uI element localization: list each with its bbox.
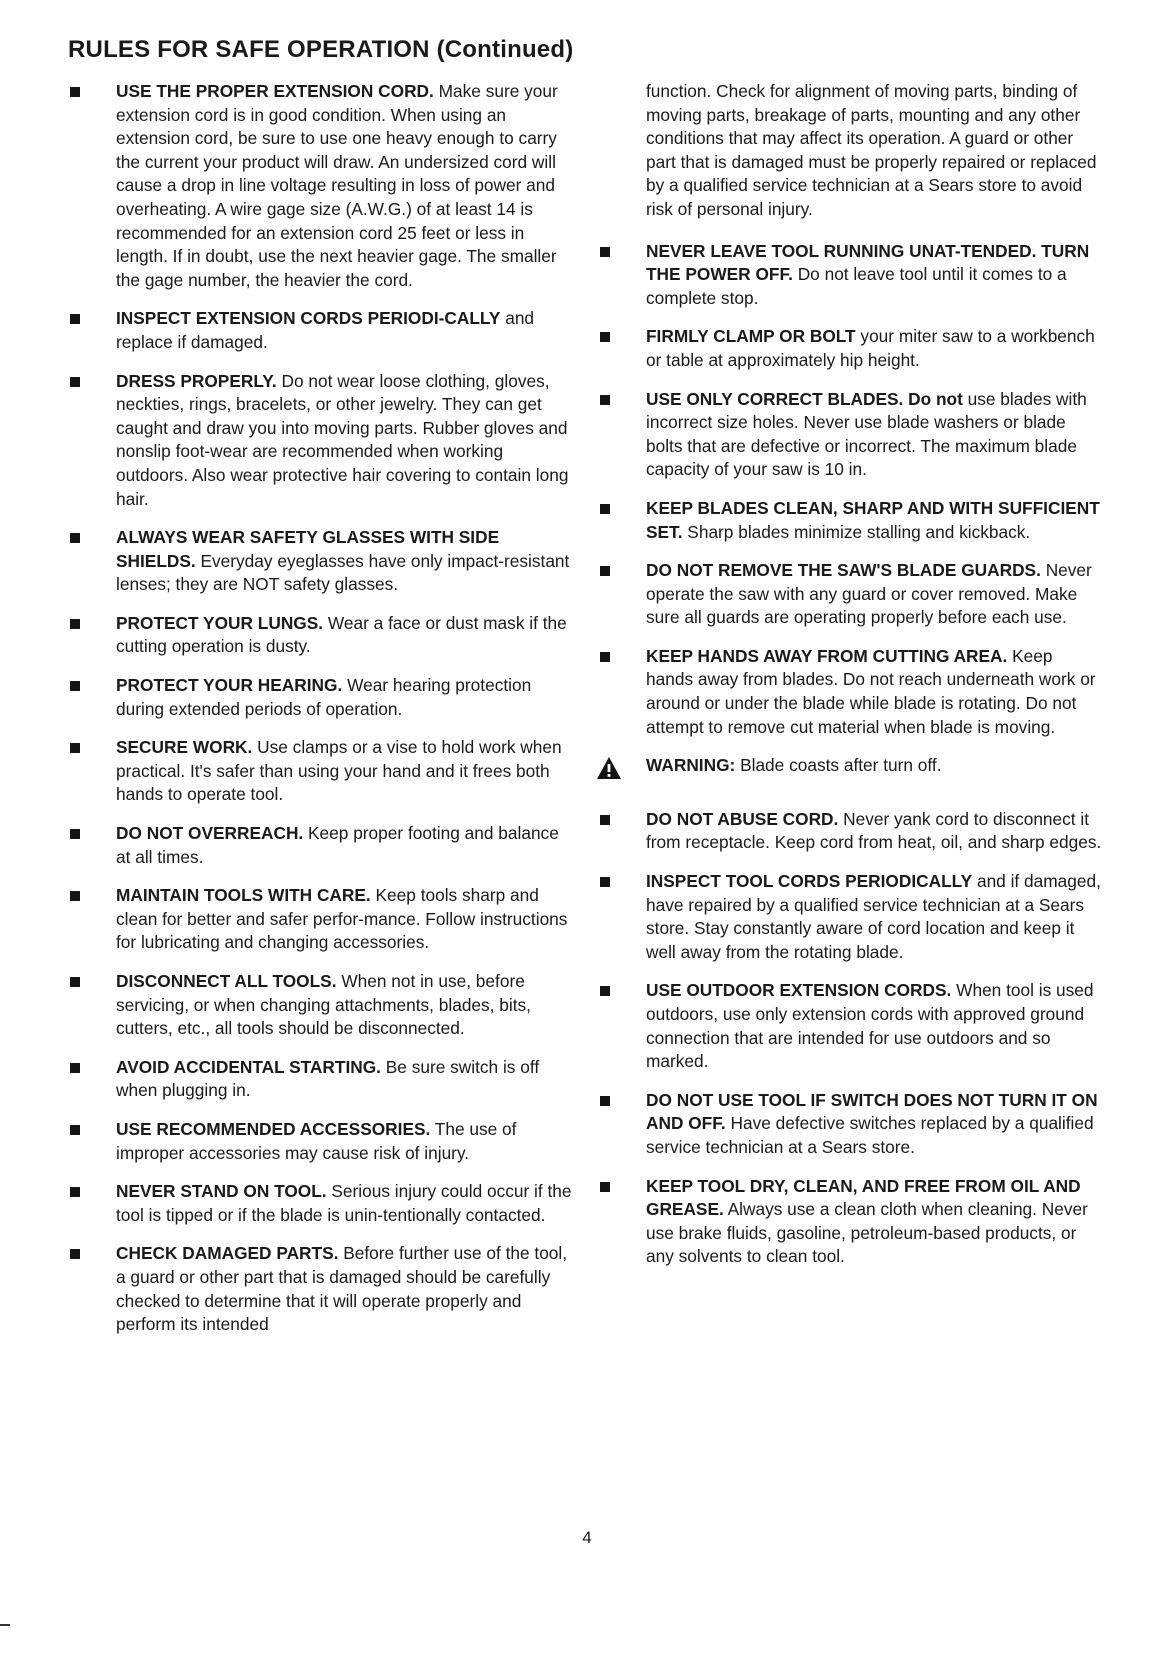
rule-heading: DO NOT USE TOOL IF SWITCH DOES NOT TURN IT ON AND OFF. (646, 1089, 1098, 1134)
rule-heading: PROTECT YOUR HEARING. (116, 675, 343, 696)
rule-heading: DO NOT REMOVE THE SAW'S BLADE GUARDS. (646, 560, 1041, 581)
rule-heading: FIRMLY CLAMP OR BOLT (646, 326, 856, 347)
bullet-square-icon (70, 977, 80, 987)
rule-text: Have defective switches replaced by a qualified service technician at a Sears store. (646, 1113, 1094, 1157)
bullet-square-icon (600, 566, 610, 576)
bullet-square-icon (70, 314, 80, 324)
rule-heading: AVOID ACCIDENTAL STARTING. (116, 1056, 381, 1077)
rule-item (64, 1180, 574, 1227)
rule-text: and if damaged, have repaired by a qualified service technician at a Sears store. Stay constantly aware of cord location and keep it well away from the rotating blade. (646, 871, 1101, 962)
bullet-square-icon (70, 619, 80, 629)
rule-item (594, 559, 1104, 630)
bullet-square-icon (600, 815, 610, 825)
rule-heading: DO NOT OVERREACH. (116, 823, 304, 844)
rule-heading: NEVER LEAVE TOOL RUNNING UNAT-TENDED. TURN THE POWER OFF. (646, 240, 1090, 285)
bullet-square-icon (70, 377, 80, 387)
bullet-square-icon (70, 87, 80, 97)
bullet-square-icon (70, 829, 80, 839)
rule-item (594, 979, 1104, 1073)
rule-text: Keep proper footing and balance at all times. (116, 823, 559, 867)
warning-triangle-icon (596, 756, 622, 787)
rule-text: Do not wear loose clothing, gloves, neckties, rings, bracelets, or other jewelry. They can get caught and draw you into moving parts. Rubber gloves and nonslip foot-wear are recommended when working outdoors. Also wear protective hair covering to contain long hair. (116, 370, 569, 509)
rule-heading: NEVER STAND ON TOOL. (116, 1181, 327, 1202)
rule-heading: KEEP BLADES CLEAN, SHARP AND WITH SUFFICIENT SET. (646, 497, 1100, 542)
rule-text: and replace if damaged. (116, 308, 535, 352)
rule-heading: USE ONLY CORRECT BLADES. Do not (646, 388, 963, 409)
rule-item (594, 645, 1104, 739)
bullet-square-icon (70, 1063, 80, 1073)
bullet-square-icon (600, 986, 610, 996)
rule-text: Sharp blades minimize stalling and kickback. (682, 521, 1031, 542)
right-column (594, 80, 1104, 1284)
bullet-square-icon (600, 652, 610, 662)
rule-heading: KEEP TOOL DRY, CLEAN, AND FREE FROM OIL AND GREASE. (646, 1175, 1081, 1220)
rule-heading: DRESS PROPERLY. (116, 370, 277, 391)
rule-item (64, 307, 574, 354)
rule-text: Before further use of the tool, a guard or other part that is damaged should be carefully checked to determine that it will operate properly and perform its intended (116, 1243, 568, 1335)
rule-text: Always use a clean cloth when cleaning. Never use brake fluids, gasoline, petroleum-based products, or any solvents to clean tool. (646, 1199, 1088, 1267)
bullet-square-icon (70, 891, 80, 901)
rule-text: Make sure your extension cord is in good condition. When using an extension cord, be sure to use one heavy enough to carry the current your product will draw. An undersized cord will cause a drop in line voltage resulting in loss of power and overheating. A wire gage size (A.W.G.) of at least 14 is recommended for an extension cord 25 feet or less in length. If in doubt, use the next heavier gage. The smaller the gage number, the heavier the cord. (116, 81, 558, 290)
rule-item (64, 1242, 574, 1336)
rule-item (594, 1089, 1104, 1160)
rule-item (64, 970, 574, 1041)
rule-item (594, 325, 1104, 372)
bullet-square-icon (70, 1187, 80, 1197)
bullet-square-icon (600, 395, 610, 405)
rule-continuation: function. Check for alignment of moving parts, binding of moving parts, breakage of parts, mounting and any other conditions that may affect its operation. A guard or other part that is damaged must be properly repaired or replaced by a qualified service technician at a Sears store to avoid risk of personal injury. (646, 81, 1097, 219)
rule-item (594, 240, 1104, 311)
warning-label: WARNING: (646, 755, 736, 776)
rule-heading: PROTECT YOUR LUNGS. (116, 612, 324, 633)
rule-item (64, 526, 574, 597)
rule-text: The use of improper accessories may cause risk of injury. (116, 1118, 517, 1163)
bullet-square-icon (70, 681, 80, 691)
rule-item (64, 1118, 574, 1165)
warning-text: Blade coasts after turn off. (735, 755, 942, 776)
page-number: 4 (582, 1528, 592, 1547)
bullet-square-icon (600, 877, 610, 887)
rule-text: When not in use, before servicing, or when changing attachments, blades, bits, cutters, etc., all tools should be disconnected. (116, 971, 531, 1039)
rule-heading: SECURE WORK. (116, 737, 253, 758)
rule-text: Serious injury could occur if the tool is tipped or if the blade is unin-tentionally contacted. (116, 1181, 572, 1225)
bullet-square-icon (70, 533, 80, 543)
rule-item (64, 612, 574, 659)
rule-text: Keep tools sharp and clean for better and safer perfor-mance. Follow instructions for lubricating and changing accessories. (116, 885, 568, 953)
rule-item (594, 388, 1104, 482)
bullet-square-icon (70, 1125, 80, 1135)
rule-item (594, 497, 1104, 544)
rule-item (64, 884, 574, 955)
rule-item (64, 674, 574, 721)
bullet-square-icon (600, 504, 610, 514)
rule-item (594, 808, 1104, 855)
bullet-square-icon (70, 743, 80, 753)
rule-heading: INSPECT TOOL CORDS PERIODICALLY (646, 871, 973, 892)
rule-text: Keep hands away from blades. Do not reach underneath work or around or under the blade while blade is rotating. Do not attempt to remove cut material when blade is moving. (646, 645, 1096, 737)
rule-text: When tool is used outdoors, use only extension cords with approved ground connection that are intended for use outdoors and so marked. (646, 980, 1094, 1072)
rule-text: your miter saw to a workbench or table at approximately hip height. (646, 326, 1095, 370)
rule-heading: USE RECOMMENDED ACCESSORIES. (116, 1118, 431, 1139)
rule-text: Use clamps or a vise to hold work when practical. It's safer than using your hand and it frees both hands to operate tool. (116, 737, 562, 805)
bullet-square-icon (600, 1096, 610, 1106)
rule-heading: ALWAYS WEAR SAFETY GLASSES WITH SIDE SHIELDS. (116, 527, 500, 571)
rule-text: Everyday eyeglasses have only impact-resistant lenses; they are NOT safety glasses. (116, 550, 570, 595)
rule-heading: CHECK DAMAGED PARTS. (116, 1243, 339, 1264)
rule-text: Wear hearing protection during extended periods of operation. (116, 675, 532, 719)
rule-heading: USE THE PROPER EXTENSION CORD. (116, 81, 434, 101)
rule-text: Be sure switch is off when plugging in. (116, 1056, 540, 1101)
rule-item (594, 870, 1104, 964)
bullet-square-icon (600, 332, 610, 342)
rule-text: Do not leave tool until it comes to a complete stop. (646, 264, 1067, 308)
rule-heading: USE OUTDOOR EXTENSION CORDS. (646, 980, 952, 1001)
rule-item (594, 1175, 1104, 1269)
bullet-square-icon (600, 1182, 610, 1192)
rule-heading: DISCONNECT ALL TOOLS. (116, 971, 337, 991)
scan-mark (0, 1624, 10, 1626)
rule-item (64, 370, 574, 512)
rule-item (64, 80, 574, 292)
rule-heading: DO NOT ABUSE CORD. (646, 808, 839, 829)
rule-text: Never operate the saw with any guard or cover removed. Make sure all guards are operating properly before each use. (646, 560, 1092, 628)
rule-text: Never yank cord to disconnect it from receptacle. Keep cord from heat, oil, and sharp edges. (646, 808, 1102, 853)
rule-item (64, 1056, 574, 1103)
rule-text: Wear a face or dust mask if the cutting operation is dusty. (116, 612, 567, 657)
rule-item (64, 736, 574, 807)
rule-item (64, 822, 574, 869)
left-column (64, 80, 574, 1352)
rule-text: use blades with incorrect size holes. Never use blade washers or blade bolts that are defective or incorrect. The maximum blade capacity of your saw is 10 in. (646, 388, 1087, 480)
bullet-square-icon (600, 247, 610, 257)
rule-heading: MAINTAIN TOOLS WITH CARE. (116, 885, 371, 906)
warning-note (594, 754, 1104, 778)
rule-heading: KEEP HANDS AWAY FROM CUTTING AREA. (646, 645, 1008, 666)
rule-heading: INSPECT EXTENSION CORDS PERIODI-CALLY (116, 308, 501, 329)
bullet-square-icon (70, 1249, 80, 1259)
page-title: RULES FOR SAFE OPERATION (Continued) (68, 36, 574, 63)
